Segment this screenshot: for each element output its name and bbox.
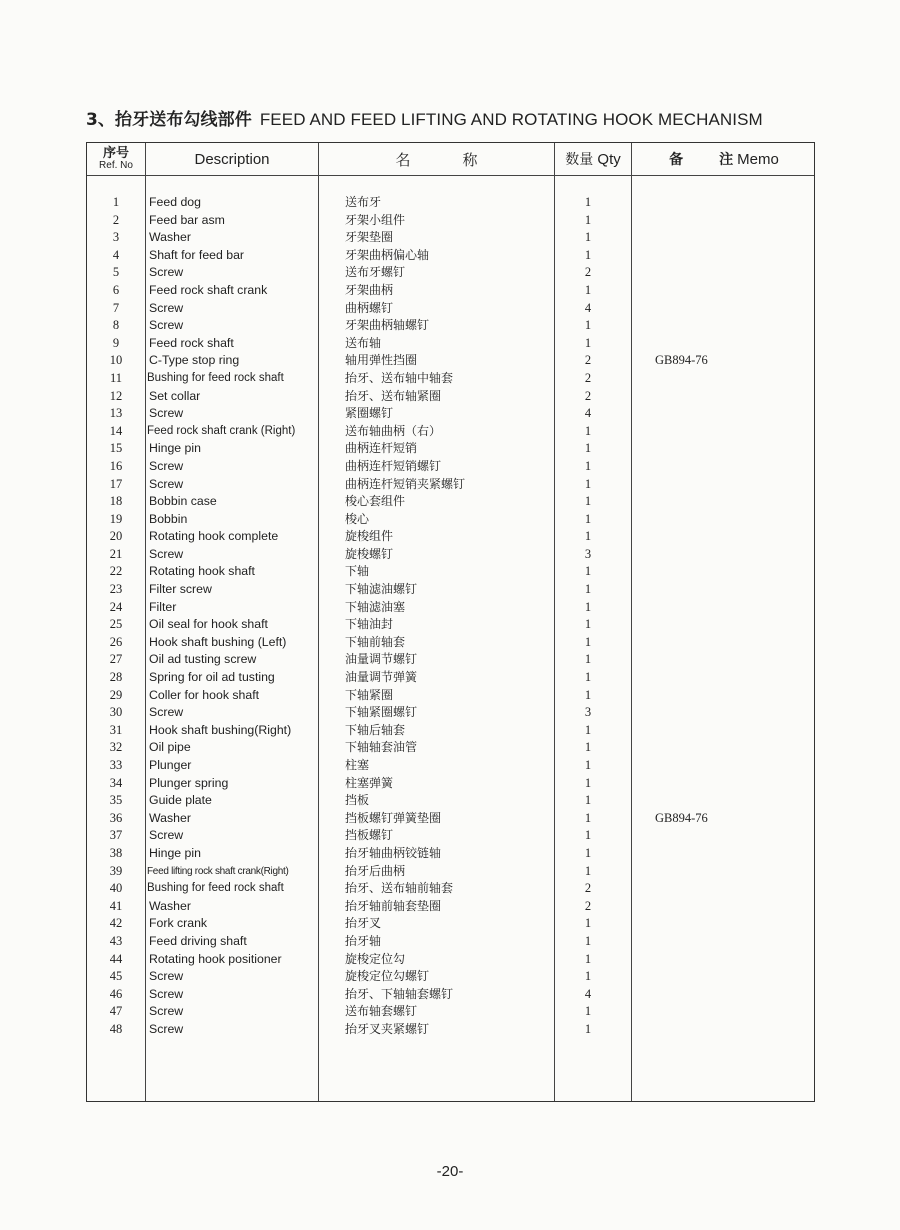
row-name-cn: 抬牙后曲柄 (345, 863, 406, 878)
table-row (87, 1021, 814, 1039)
row-ref: 14 (109, 423, 123, 438)
row-description: Guide plate (149, 793, 212, 808)
row-qty: 1 (584, 335, 592, 350)
header-memo-en: Memo (737, 150, 779, 168)
row-qty: 1 (584, 845, 592, 860)
row-description: Bushing for feed rock shaft (147, 882, 284, 895)
table-row (87, 1003, 814, 1021)
row-name-cn: 下轴前轴套 (345, 634, 406, 649)
row-name-cn: 下轴油封 (345, 617, 394, 632)
row-qty: 1 (584, 969, 592, 984)
row-description: Bushing for feed rock shaft (147, 371, 284, 384)
row-description: Hook shaft bushing (Left) (149, 634, 287, 649)
row-description: Fork crank (149, 916, 208, 931)
table-row (87, 476, 814, 494)
table-row (87, 634, 814, 652)
row-description: Hinge pin (149, 845, 201, 860)
table-row (87, 986, 814, 1004)
row-ref: 16 (109, 458, 123, 473)
table-row (87, 264, 814, 282)
row-description: Feed rock shaft (149, 335, 234, 350)
row-ref: 27 (109, 652, 123, 667)
row-description: Washer (149, 898, 191, 913)
row-qty: 3 (584, 705, 592, 720)
row-description: Screw (149, 318, 184, 333)
table-row (87, 300, 814, 318)
row-ref: 40 (109, 881, 123, 896)
row-name-cn: 抬牙轴前轴套垫圈 (345, 898, 442, 913)
row-ref: 24 (109, 599, 123, 614)
row-description: Washer (149, 230, 191, 245)
row-description: Rotating hook shaft (149, 564, 255, 579)
header-memo-cn1: 备 (669, 152, 684, 168)
row-description: Set collar (149, 388, 201, 403)
row-qty: 4 (584, 300, 592, 315)
row-ref: 36 (109, 810, 123, 825)
row-ref: 47 (109, 1004, 123, 1019)
row-ref: 31 (109, 722, 123, 737)
table-row (87, 194, 814, 212)
row-ref: 2 (112, 212, 120, 227)
row-name-cn: 柱塞弹簧 (345, 775, 394, 790)
row-description: Oil pipe (149, 740, 191, 755)
table-row (87, 546, 814, 564)
header-ref (87, 143, 145, 175)
table-row (87, 352, 814, 370)
table-row (87, 511, 814, 529)
row-name-cn: 下轴轴套油管 (345, 740, 418, 755)
row-description: Oil seal for hook shaft (149, 617, 268, 632)
row-ref: 37 (109, 828, 123, 843)
row-qty: 4 (584, 986, 592, 1001)
row-name-cn: 下轴紧圈螺钉 (345, 705, 418, 720)
row-name-cn: 送布轴 (345, 335, 382, 350)
row-qty: 1 (584, 564, 592, 579)
row-qty: 1 (584, 933, 592, 948)
row-name-cn: 抬牙叉 (345, 916, 382, 931)
row-ref: 6 (112, 282, 120, 297)
row-qty: 1 (584, 863, 592, 878)
row-qty: 1 (584, 687, 592, 702)
row-name-cn: 旋梭螺钉 (345, 546, 394, 561)
row-name-cn: 下轴紧圈 (345, 687, 394, 702)
row-name-cn: 牙架小组件 (345, 212, 406, 227)
row-name-cn: 下轴滤油螺钉 (345, 582, 418, 597)
row-ref: 26 (109, 634, 123, 649)
row-name-cn: 挡板 (345, 793, 370, 808)
row-qty: 1 (584, 476, 592, 491)
page-title (86, 105, 806, 130)
header-qty-cn: 数量 (565, 152, 594, 168)
row-qty: 1 (584, 458, 592, 473)
row-name-cn: 抬牙轴 (345, 933, 382, 948)
table-row (87, 651, 814, 669)
row-description: Screw (149, 406, 184, 421)
row-ref: 30 (109, 705, 123, 720)
row-qty: 1 (584, 582, 592, 597)
row-name-cn: 下轴 (345, 564, 370, 579)
table-row (87, 968, 814, 986)
table-row (87, 880, 814, 898)
table-row (87, 563, 814, 581)
row-description: Coller for hook shaft (149, 687, 260, 702)
row-description: Feed rock shaft crank (Right) (147, 424, 296, 437)
header-memo (632, 143, 816, 175)
row-qty: 1 (584, 1004, 592, 1019)
row-name-cn: 抬牙、下轴轴套螺钉 (345, 986, 454, 1001)
table-row (87, 951, 814, 969)
row-qty: 1 (584, 529, 592, 544)
row-ref: 25 (109, 617, 123, 632)
row-qty: 1 (584, 423, 592, 438)
row-name-cn: 油量调节螺钉 (345, 652, 418, 667)
row-ref: 13 (109, 406, 123, 421)
row-qty: 1 (584, 652, 592, 667)
row-ref: 18 (109, 494, 123, 509)
row-description: Screw (149, 705, 184, 720)
parts-table (86, 142, 815, 1102)
row-name-cn: 油量调节弹簧 (345, 670, 418, 685)
table-row (87, 722, 814, 740)
row-name-cn: 抬牙轴曲柄铰链轴 (345, 845, 442, 860)
row-qty: 2 (584, 370, 592, 385)
table-row (87, 317, 814, 335)
row-ref: 48 (109, 1021, 123, 1036)
header-divider (87, 175, 814, 176)
row-description: Feed rock shaft crank (149, 282, 268, 297)
row-qty: 1 (584, 758, 592, 772)
row-ref: 28 (109, 670, 123, 685)
row-qty: 2 (584, 388, 592, 403)
row-qty: 2 (584, 353, 592, 368)
row-qty: 2 (584, 265, 592, 280)
table-row (87, 739, 814, 757)
row-description: Screw (149, 265, 184, 280)
row-ref: 39 (109, 863, 123, 878)
table-row (87, 704, 814, 722)
row-description: Filter (149, 599, 177, 614)
table-row (87, 405, 814, 423)
table-row (87, 247, 814, 265)
row-qty: 1 (584, 740, 592, 755)
row-qty: 1 (584, 810, 592, 825)
header-ref-en: Ref. No (99, 160, 133, 171)
row-name-cn: 轴用弹性挡圈 (345, 353, 418, 368)
row-description: Bobbin case (149, 494, 217, 509)
row-qty: 1 (584, 670, 592, 685)
header-name-cn: 名称 (395, 150, 530, 169)
row-ref: 12 (109, 388, 123, 403)
row-ref: 5 (112, 265, 120, 280)
row-qty: 2 (584, 881, 592, 896)
row-qty: 3 (584, 546, 592, 561)
row-qty: 1 (584, 1021, 592, 1036)
table-row (87, 528, 814, 546)
table-row (87, 775, 814, 793)
table-row (87, 827, 814, 845)
row-ref: 11 (109, 370, 123, 385)
row-ref: 42 (109, 916, 123, 931)
row-description: Feed lifting rock shaft crank(Right) (147, 865, 289, 877)
row-ref: 46 (109, 986, 123, 1001)
row-name-cn: 牙架垫圈 (345, 230, 394, 245)
row-ref: 33 (109, 758, 123, 772)
header-qty-en: Qty (597, 150, 621, 168)
row-name-cn: 挡板螺钉 (345, 828, 394, 843)
row-description: Rotating hook positioner (149, 951, 282, 966)
row-description: Screw (149, 1004, 184, 1019)
row-name-cn: 旋梭定位勾 (345, 951, 406, 966)
table-row (87, 458, 814, 476)
row-ref: 7 (112, 300, 120, 315)
table-row (87, 687, 814, 705)
row-name-cn: 旋梭组件 (345, 529, 394, 544)
row-name-cn: 曲柄连杆短销螺钉 (345, 458, 442, 473)
table-row (87, 388, 814, 406)
row-name-cn: 曲柄连杆短销夹紧螺钉 (345, 476, 466, 491)
table-row (87, 212, 814, 230)
row-ref: 20 (109, 529, 123, 544)
row-description: Washer (149, 810, 191, 825)
row-qty: 1 (584, 441, 592, 456)
row-ref: 9 (112, 335, 120, 350)
table-row (87, 440, 814, 458)
header-qty (555, 143, 631, 175)
row-description: C-Type stop ring (149, 353, 240, 368)
table-body (87, 194, 814, 1039)
title-cn: 3、抬牙送布勾线部件 (86, 110, 252, 130)
header-ref-cn: 序号 (102, 146, 129, 161)
row-description: Hook shaft bushing(Right) (149, 722, 292, 737)
row-qty: 1 (584, 230, 592, 245)
row-ref: 32 (109, 740, 123, 755)
row-qty: 2 (584, 898, 592, 913)
row-description: Feed bar asm (149, 212, 225, 227)
row-name-cn: 牙架曲柄 (345, 282, 394, 297)
row-ref: 41 (109, 898, 123, 913)
table-row (87, 229, 814, 247)
row-name-cn: 梭心套组件 (345, 494, 406, 509)
table-row (87, 599, 814, 617)
row-qty: 1 (584, 282, 592, 297)
header-memo-cn2: 注 (719, 152, 734, 168)
row-ref: 1 (112, 195, 120, 209)
row-name-cn: 曲柄连杆短销 (345, 441, 418, 456)
table-row (87, 933, 814, 951)
row-qty: 1 (584, 775, 592, 790)
row-description: Screw (149, 476, 184, 491)
row-name-cn: 柱塞 (345, 758, 370, 772)
row-name-cn: 挡板螺钉弹簧垫圈 (345, 810, 442, 825)
row-description: Bobbin (149, 511, 188, 526)
row-qty: 1 (584, 599, 592, 614)
row-name-cn: 梭心 (345, 511, 370, 526)
row-ref: 21 (109, 546, 123, 561)
table-row (87, 792, 814, 810)
row-name-cn: 紧圈螺钉 (345, 406, 394, 421)
row-ref: 38 (109, 845, 123, 860)
row-description: Screw (149, 1021, 184, 1036)
row-name-cn: 送布牙 (345, 195, 382, 209)
row-ref: 3 (112, 230, 120, 245)
table-row (87, 810, 814, 828)
row-description: Screw (149, 986, 184, 1001)
row-ref: 34 (109, 775, 123, 790)
row-qty: 1 (584, 793, 592, 808)
row-description: Plunger spring (149, 775, 229, 790)
row-ref: 29 (109, 687, 123, 702)
row-name-cn: 牙架曲柄轴螺钉 (345, 318, 430, 333)
row-memo: GB894-76 (655, 810, 708, 825)
row-description: Feed driving shaft (149, 933, 247, 948)
table-row (87, 863, 814, 881)
row-name-cn: 送布牙螺钉 (345, 265, 406, 280)
row-memo: GB894-76 (655, 353, 708, 368)
row-qty: 1 (584, 634, 592, 649)
row-qty: 1 (584, 828, 592, 843)
row-ref: 43 (109, 933, 123, 948)
title-en: FEED AND FEED LIFTING AND ROTATING HOOK MECHANISM (259, 110, 763, 129)
row-ref: 17 (109, 476, 123, 491)
table-row (87, 423, 814, 441)
table-row (87, 370, 814, 388)
table-row (87, 898, 814, 916)
row-description: Screw (149, 546, 184, 561)
row-description: Screw (149, 300, 184, 315)
row-name-cn: 送布轴曲柄（右） (345, 423, 442, 438)
row-name-cn: 曲柄螺钉 (345, 300, 394, 315)
row-qty: 1 (584, 494, 592, 509)
row-qty: 1 (584, 195, 592, 209)
table-row (87, 669, 814, 687)
row-description: Hinge pin (149, 441, 201, 456)
table-row (87, 757, 814, 775)
row-qty: 1 (584, 511, 592, 526)
page-number: -20- (436, 1163, 464, 1180)
row-description: Plunger (149, 758, 192, 772)
row-description: Rotating hook complete (149, 529, 279, 544)
row-ref: 10 (109, 353, 123, 368)
row-ref: 22 (109, 564, 123, 579)
row-ref: 45 (109, 969, 123, 984)
row-qty: 1 (584, 916, 592, 931)
row-qty: 1 (584, 247, 592, 262)
table-row (87, 493, 814, 511)
row-name-cn: 送布轴套螺钉 (345, 1004, 418, 1019)
header-description: Description (194, 150, 270, 168)
row-description: Spring for oil ad tusting (149, 670, 275, 685)
row-description: Shaft for feed bar (149, 247, 245, 262)
row-description: Screw (149, 458, 184, 473)
row-qty: 1 (584, 617, 592, 632)
table-row (87, 282, 814, 300)
row-ref: 44 (109, 951, 123, 966)
table-row (87, 616, 814, 634)
row-qty: 1 (584, 212, 592, 227)
row-ref: 19 (109, 511, 123, 526)
row-name-cn: 下轴后轴套 (345, 722, 406, 737)
row-qty: 4 (584, 406, 592, 421)
row-name-cn: 抬牙、送布轴前轴套 (345, 881, 454, 896)
row-description: Screw (149, 969, 184, 984)
row-qty: 1 (584, 318, 592, 333)
row-name-cn: 抬牙叉夹紧螺钉 (345, 1021, 430, 1036)
row-description: Feed dog (149, 195, 201, 209)
row-ref: 4 (112, 247, 120, 262)
row-description: Oil ad tusting screw (149, 652, 257, 667)
table-row (87, 335, 814, 353)
row-qty: 1 (584, 951, 592, 966)
row-ref: 15 (109, 441, 123, 456)
table-row (87, 845, 814, 863)
row-ref: 23 (109, 582, 123, 597)
row-description: Filter screw (149, 582, 212, 597)
row-name-cn: 抬牙、送布轴紧圈 (345, 388, 442, 403)
row-ref: 8 (112, 318, 120, 333)
row-description: Screw (149, 828, 184, 843)
row-qty: 1 (584, 722, 592, 737)
row-ref: 35 (109, 793, 123, 808)
row-name-cn: 旋梭定位勾螺钉 (345, 969, 430, 984)
table-row (87, 915, 814, 933)
table-row (87, 581, 814, 599)
row-name-cn: 牙架曲柄偏心轴 (345, 247, 430, 262)
row-name-cn: 抬牙、送布轴中轴套 (345, 370, 454, 385)
row-name-cn: 下轴滤油塞 (345, 599, 406, 614)
